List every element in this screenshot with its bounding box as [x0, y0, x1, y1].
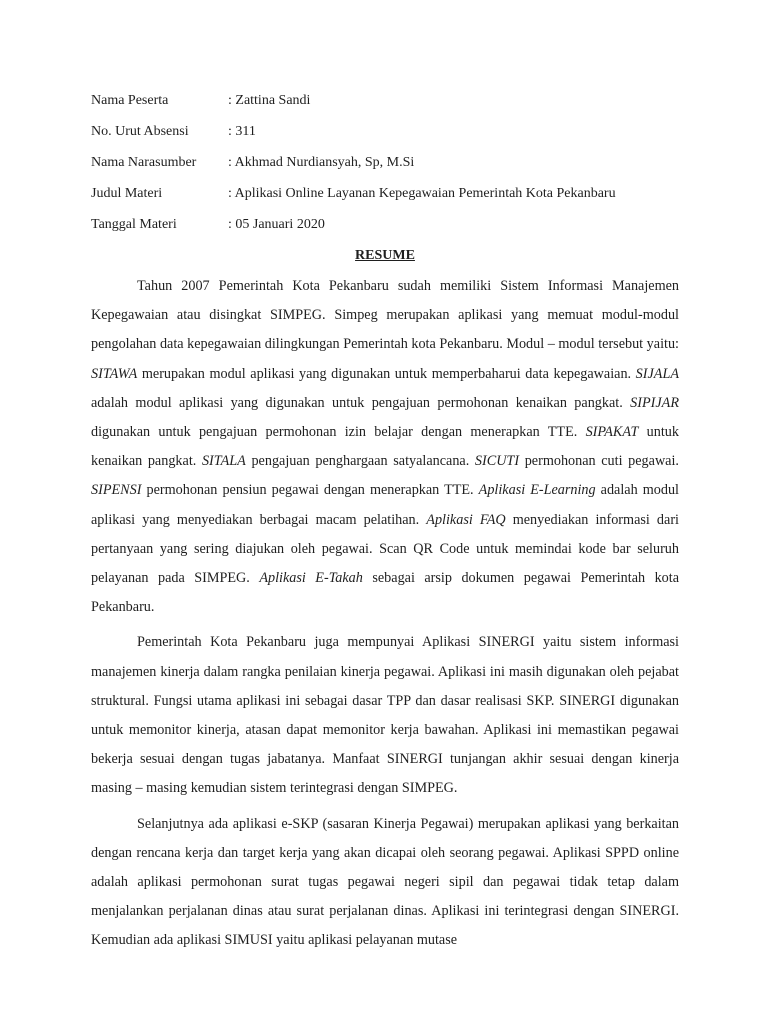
- meta-row-attendance-number: [91, 122, 679, 142]
- paragraph: [91, 272, 679, 622]
- meta-label: Tanggal Materi: [91, 217, 177, 232]
- paragraph-text: adalah modul aplikasi yang menyediakan berbagai macam pelatihan.: [91, 482, 679, 528]
- paragraph: [91, 628, 679, 803]
- paragraph-text: permohonan pensiun pegawai dengan menerapkan TTE.: [141, 482, 479, 499]
- app-name-italic: SITALA: [201, 453, 246, 470]
- paragraph-text: Selanjutnya ada aplikasi e-SKP (sasaran Kinerja Pegawai) merupakan aplikasi yang berkaitan dengan rencana kerja dan target kerja yang akan dicapai oleh seorang pegawai. Aplikasi SPPD online adalah aplikasi permohonan surat tugas pegawai negeri sipil dan pegawai tidak tetap dalam menjalankan perjalanan dinas atau surat perjalanan dinas. Aplikasi ini terintegrasi dengan SINERGI. Kemudian ada aplikasi SIMUSI yaitu aplikasi pelayanan mutase: [91, 815, 679, 949]
- meta-value: : Akhmad Nurdiansyah, Sp, M.Si: [228, 155, 415, 170]
- meta-row-participant: [91, 91, 679, 111]
- app-name-italic: SITAWA: [91, 365, 138, 382]
- paragraph-text: permohonan cuti pegawai.: [519, 453, 679, 470]
- paragraph-text: digunakan untuk pengajuan permohonan izin belajar dengan menerapkan TTE.: [91, 424, 586, 441]
- app-name-italic: SICUTI: [474, 453, 520, 470]
- paragraph-text: pengajuan penghargaan satyalancana.: [245, 453, 475, 470]
- paragraph-text: merupakan modul aplikasi yang digunakan untuk memperbaharui data kepegawaian.: [137, 365, 636, 382]
- app-name-italic: SIPENSI: [91, 482, 142, 499]
- app-name-italic: Aplikasi FAQ: [426, 511, 506, 528]
- paragraph: [91, 810, 679, 956]
- meta-row-speaker: [91, 153, 679, 173]
- app-name-italic: SIJALA: [635, 365, 679, 382]
- header-info: [91, 91, 679, 235]
- paragraph-text: menyediakan informasi dari pertanyaan yang sering diajukan oleh pegawai. Scan QR Code untuk memindai kode bar seluruh pelayanan pada SIMPEG.: [91, 511, 679, 587]
- meta-row-topic: [91, 184, 679, 204]
- meta-value: : Zattina Sandi: [228, 93, 311, 108]
- meta-label: Judul Materi: [91, 186, 163, 201]
- meta-value: : 05 Januari 2020: [228, 217, 325, 232]
- paragraph-text: adalah modul aplikasi yang digunakan untuk pengajuan permohonan kenaikan pangkat.: [91, 394, 631, 411]
- paragraph-text: untuk kenaikan pangkat.: [91, 424, 679, 470]
- app-name-italic: Aplikasi E-Learning: [478, 482, 596, 499]
- app-name-italic: SIPIJAR: [630, 394, 679, 411]
- meta-row-date: [91, 215, 679, 235]
- paragraph-text: Tahun 2007 Pemerintah Kota Pekanbaru sudah memiliki Sistem Informasi Manajemen Kepegawaian atau disingkat SIMPEG. Simpeg merupakan aplikasi yang memuat modul-modul pengolahan data kepegawaian dilingkungan Pemerintah kota Pekanbaru. Modul – modul tersebut yaitu:: [91, 278, 679, 353]
- meta-label: Nama Peserta: [91, 93, 169, 108]
- app-name-italic: Aplikasi E-Takah: [259, 570, 363, 587]
- meta-label: No. Urut Absensi: [91, 124, 189, 139]
- app-name-italic: SIPAKAT: [585, 424, 639, 441]
- meta-label: Nama Narasumber: [91, 155, 197, 170]
- meta-value: : Aplikasi Online Layanan Kepegawaian Pemerintah Kota Pekanbaru: [228, 186, 616, 201]
- meta-value: : 311: [228, 124, 256, 139]
- paragraph-text: sebagai arsip dokumen pegawai Pemerintah kota Pekanbaru.: [91, 570, 679, 616]
- paragraph-text: Pemerintah Kota Pekanbaru juga mempunyai Aplikasi SINERGI yaitu sistem informasi manajemen kinerja dalam rangka penilaian kinerja pegawai. Aplikasi ini masih digunakan oleh pejabat struktural. Fungsi utama aplikasi ini sebagai dasar TPP dan dasar realisasi SKP. SINERGI digunakan untuk memonitor kinerja, atasan dapat memonitor kerja bawahan. Aplikasi ini memastikan pegawai bekerja sesuai dengan tugas jabatanya. Manfaat SINERGI tunjangan akhir sesuai dengan kinerja masing – masing kemudian sistem terintegrasi dengan SIMPEG.: [91, 634, 679, 797]
- document-title: RESUME: [355, 248, 415, 263]
